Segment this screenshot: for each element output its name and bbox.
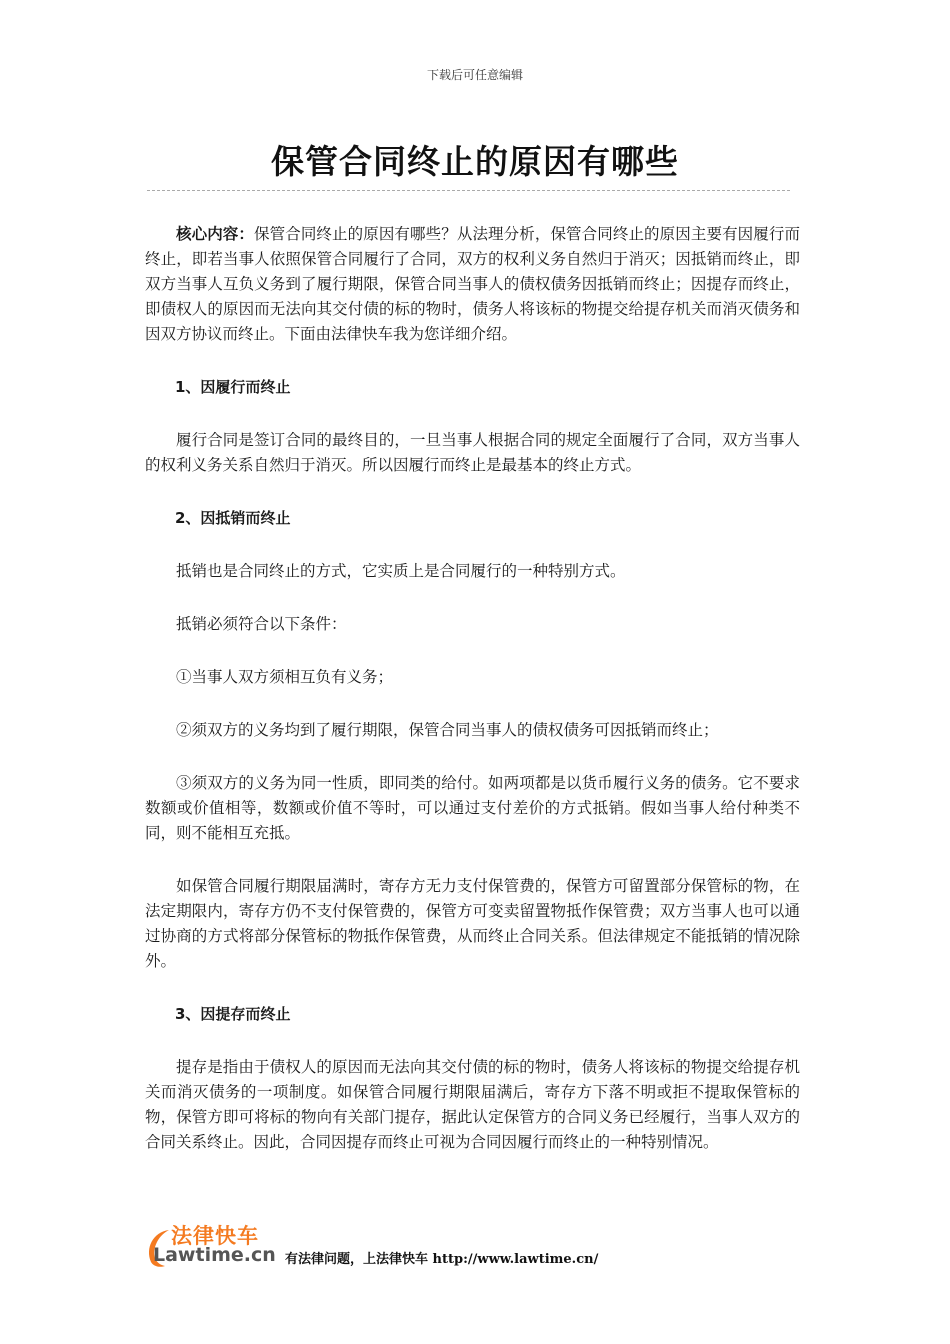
lawtime-logo bbox=[145, 1222, 285, 1270]
section-1-paragraph: 履行合同是签订合同的最终目的，一旦当事人根据合同的规定全面履行了合同，双方当事人的权利义务关系自然归于消灭。所以因履行而终止是最基本的终止方式。 bbox=[145, 431, 800, 474]
condition-item-2: ②须双方的义务均到了履行期限，保管合同当事人的债权债务可因抵销而终止； bbox=[176, 721, 719, 739]
logo-en-suffix: .cn bbox=[243, 1244, 276, 1266]
section-2-paragraph-3: 如保管合同履行期限届满时，寄存方无力支付保管费的，保管方可留置部分保管标的物，在法定期限内，寄存方仍不支付保管费的，保管方可变卖留置物抵作保管费；双方当事人也可以通过协商的方式将部分保管标的物抵作保管费，从而终止合同关系。但法律规定不能抵销的情况除外。 bbox=[145, 877, 800, 970]
condition-item-3: ③须双方的义务为同一性质，即同类的给付。如两项都是以货币履行义务的债务。它不要求数额或价值相等，数额或价值不等时，可以通过支付差价的方式抵销。假如当事人给付种类不同，则不能相互充抵。 bbox=[145, 774, 800, 842]
footer-slogan: 有法律问题，上法律快车 http://www.lawtime.cn/ bbox=[285, 1252, 599, 1267]
intro-label: 核心内容： bbox=[176, 225, 255, 243]
section-1-heading: 1、因履行而终止 bbox=[175, 378, 291, 396]
intro-text: 保管合同终止的原因有哪些？从法理分析，保管合同终止的原因主要有因履行而终止，即若当事人依照保管合同履行了合同，双方的权利义务自然归于消灭；因抵销而终止，即双方当事人互负义务到了履行期限，保管合同当事人的债权债务因抵销而终止；因提存而终止，即债权人的原因而无法向其交付债的标的物时，债务人将该标的物提交给提存机关而消灭债务和因双方协议而终止。下面由法律快车我为您详细介绍。 bbox=[145, 225, 800, 343]
header-note: 下载后可任意编辑 bbox=[426, 68, 523, 82]
logo-en-main: Lawtime bbox=[153, 1244, 244, 1266]
intro-paragraph bbox=[145, 222, 800, 347]
section-2-paragraph-2: 抵销必须符合以下条件： bbox=[176, 615, 347, 633]
section-3-heading: 3、因提存而终止 bbox=[175, 1005, 291, 1023]
logo-chinese-text: 法律快车 bbox=[171, 1224, 259, 1248]
page-title: 保管合同终止的原因有哪些 bbox=[271, 142, 679, 181]
section-2-paragraph-1: 抵销也是合同终止的方式，它实质上是合同履行的一种特别方式。 bbox=[176, 562, 626, 580]
condition-item-1: ①当事人双方须相互负有义务； bbox=[176, 668, 394, 686]
section-3-paragraph: 提存是指由于债权人的原因而无法向其交付债的标的物时，债务人将该标的物提交给提存机关而消灭债务的一项制度。如保管合同履行期限届满后，寄存方下落不明或拒不提取保管标的物，保管方即可将标的物向有关部门提存，据此认定保管方的合同义务已经履行，当事人双方的合同关系终止。因此，合同因提存而终止可视为合同因履行而终止的一种特别情况。 bbox=[145, 1058, 800, 1151]
section-2-heading: 2、因抵销而终止 bbox=[175, 509, 291, 527]
logo-english-text bbox=[153, 1244, 276, 1266]
title-divider bbox=[147, 190, 790, 191]
document-body bbox=[145, 222, 800, 1183]
page-footer bbox=[145, 1222, 805, 1272]
